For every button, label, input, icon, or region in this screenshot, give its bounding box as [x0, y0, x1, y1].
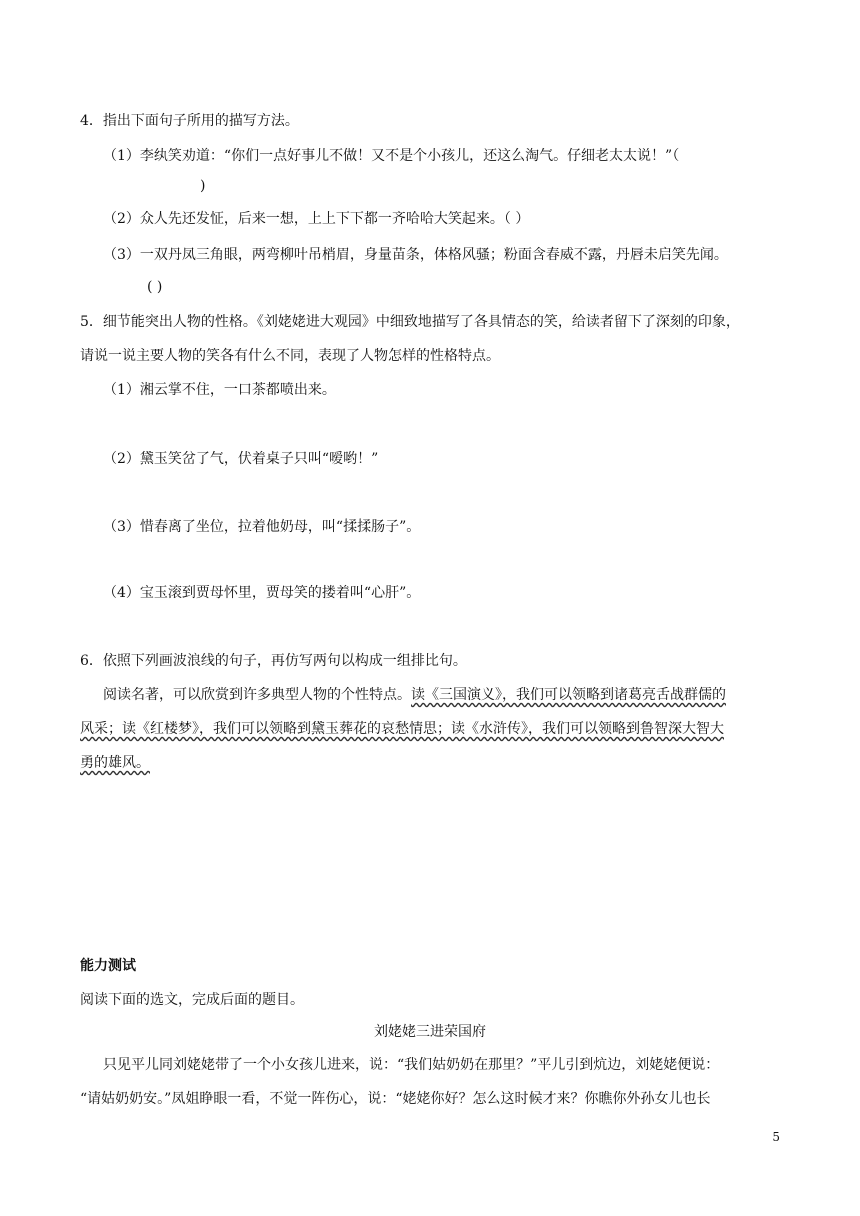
q5-item-4: （4）宝玉滚到贾母怀里，贾母笑的搂着叫“心肝”。: [103, 585, 421, 601]
passage-title: 刘姥姥三进荣国府: [374, 1024, 486, 1040]
q4-title: 4．指出下面句子所用的描写方法。: [80, 113, 299, 129]
q6-paragraph-line-3: 勇的雄风。: [80, 755, 150, 771]
ability-heading: 能力测试: [80, 958, 136, 974]
q6-plain-text: 阅读名著，可以欣赏到许多典型人物的个性特点。: [103, 687, 411, 703]
q5-item-3: （3）惜春离了坐位，拉着他奶母，叫“揉揉肠子”。: [103, 519, 421, 535]
q5-title-line-2: 请说一说主要人物的笑各有什么不同，表现了人物怎样的性格特点。: [80, 348, 500, 364]
page-number: 5: [772, 1130, 780, 1144]
passage-line-2: “请姑奶奶安。”凤姐睁眼一看，不觉一阵伤心，说：“姥姥你好？怎么这时候才来？你瞧你外孙女儿也长: [80, 1091, 711, 1107]
q4-item-1: （1）李纨笑劝道：“你们一点好事儿不做！又不是个小孩儿，还这么淘气。仔细老太太说！”（: [103, 148, 680, 164]
passage-line-1: 只见平儿同刘姥姥带了一个小女孩儿进来，说：“我们姑奶奶在那里？”平儿引到炕边，刘姥姥便说：: [103, 1057, 720, 1073]
q6-paragraph-line-2: 风采；读《红楼梦》，我们可以领略到黛玉葬花的哀愁情思；读《水浒传》，我们可以领略到鲁智深大智大: [80, 721, 724, 737]
q4-item-2: （2）众人先还发怔，后来一想，上上下下都一齐哈哈大笑起来。（ ）: [103, 211, 530, 227]
q6-title: 6．依照下列画波浪线的句子，再仿写两句以构成一组排比句。: [80, 653, 467, 669]
q5-item-1: （1）湘云掌不住，一口茶都喷出来。: [103, 382, 336, 398]
q6-paragraph-line-1: [103, 685, 726, 705]
q5-title-line-1: 5．细节能突出人物的性格。《刘姥姥进大观园》中细致地描写了各具情态的笑，给读者留下了深刻的印象，: [80, 314, 740, 330]
q5-item-2: （2）黛玉笑岔了气，伏着桌子只叫“嗳哟！”: [103, 451, 379, 467]
q4-item-1-answer: ): [200, 178, 206, 194]
q4-item-3-answer: ( ): [147, 279, 163, 295]
ability-instruction: 阅读下面的选文，完成后面的题目。: [80, 992, 304, 1008]
q6-wavy-sentence-start: 读《三国演义》，我们可以领略到诸葛亮舌战群儒的: [411, 687, 726, 703]
q4-item-3: （3）一双丹凤三角眼，两弯柳叶吊梢眉，身量苗条，体格风骚；粉面含春威不露，丹唇未启笑先闻。: [103, 247, 728, 263]
